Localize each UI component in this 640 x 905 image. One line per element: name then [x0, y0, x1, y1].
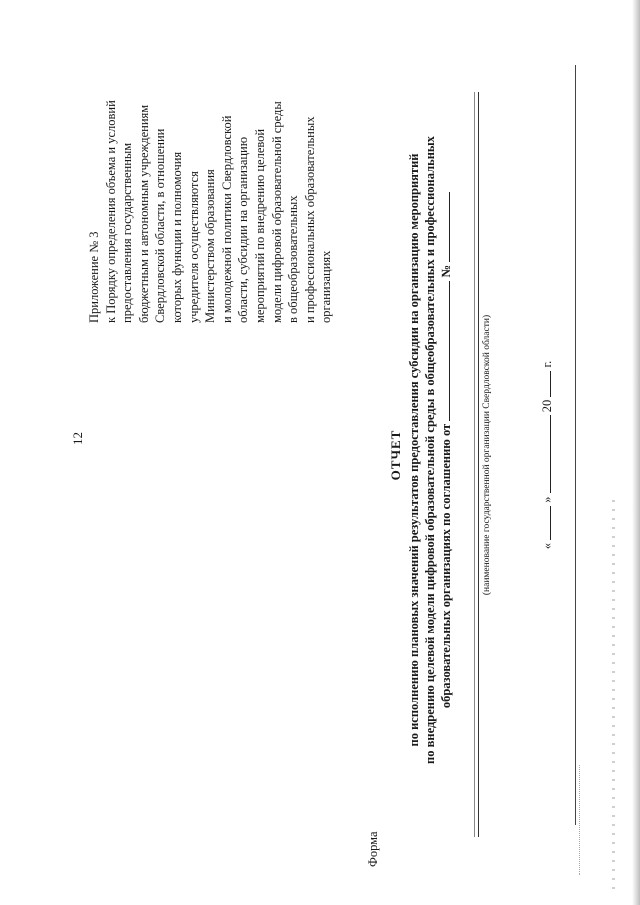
date-year-suffix: г.: [540, 360, 554, 368]
appendix-line: модели цифровой образовательной среды: [269, 101, 284, 323]
date-year-prefix: 20: [540, 399, 554, 413]
appendix-line: организациях: [319, 250, 334, 323]
agreement-date-blank: [439, 281, 450, 421]
date-month-blank: [540, 415, 551, 493]
appendix-line: учредителя осуществляются: [186, 171, 201, 323]
appendix-line: мероприятий по внедрению целевой: [252, 128, 267, 323]
date-day-blank: [540, 506, 551, 540]
appendix-line: предоставления государственным: [120, 142, 135, 323]
subtitle-line-1: по исполнению плановых значений результатов предоставления субсидии на организацию мероприятий: [407, 153, 421, 747]
date-close-quote: »: [540, 496, 554, 503]
appendix-block: [86, 63, 335, 323]
appendix-line: области, субсидии на организацию: [236, 136, 251, 323]
agreement-number-sign: №: [439, 264, 453, 278]
appendix-line: которых функции и полномочия: [169, 151, 184, 323]
appendix-line: к Порядку определения объема и условий: [103, 100, 118, 323]
appendix-line: и молодежной политики Свердловской: [219, 115, 234, 323]
page-number: 12: [70, 432, 85, 445]
org-name-line-upper: [474, 92, 475, 837]
scan-noise: [612, 500, 615, 895]
org-name-caption: (наименование государственной организации Свердловской области): [482, 314, 492, 596]
appendix-line: и профессиональных образовательных: [302, 116, 317, 323]
bottom-rule-faint: [579, 765, 580, 875]
appendix-line: Министерством образования: [203, 169, 218, 323]
org-name-line: [478, 92, 479, 837]
agreement-number-blank: [439, 192, 450, 262]
rotated-content: [30, 15, 610, 895]
agreement-prefix: образовательных организациях по соглашению от: [439, 423, 453, 709]
appendix-line: Свердловской области, в отношении: [153, 128, 168, 323]
date-open-quote: «: [540, 543, 554, 550]
form-label: Форма: [366, 831, 380, 867]
subtitle-line-3: [438, 35, 454, 865]
report-subtitle: [406, 35, 454, 865]
date-year-blank: [540, 371, 551, 397]
bottom-rule: [575, 65, 576, 825]
report-title: ОТЧЕТ: [388, 429, 403, 481]
appendix-line: бюджетным и автономным учреждениям: [136, 104, 151, 323]
appendix-line: в общеобразовательных: [286, 195, 301, 323]
subtitle-line-2: по внедрению целевой модели цифровой образовательной среды в общеобразовательных и профессиональных: [423, 136, 437, 764]
appendix-line: Приложение № 3: [87, 231, 101, 323]
report-date: [540, 15, 555, 895]
scan-edge-shadow: [632, 0, 640, 905]
